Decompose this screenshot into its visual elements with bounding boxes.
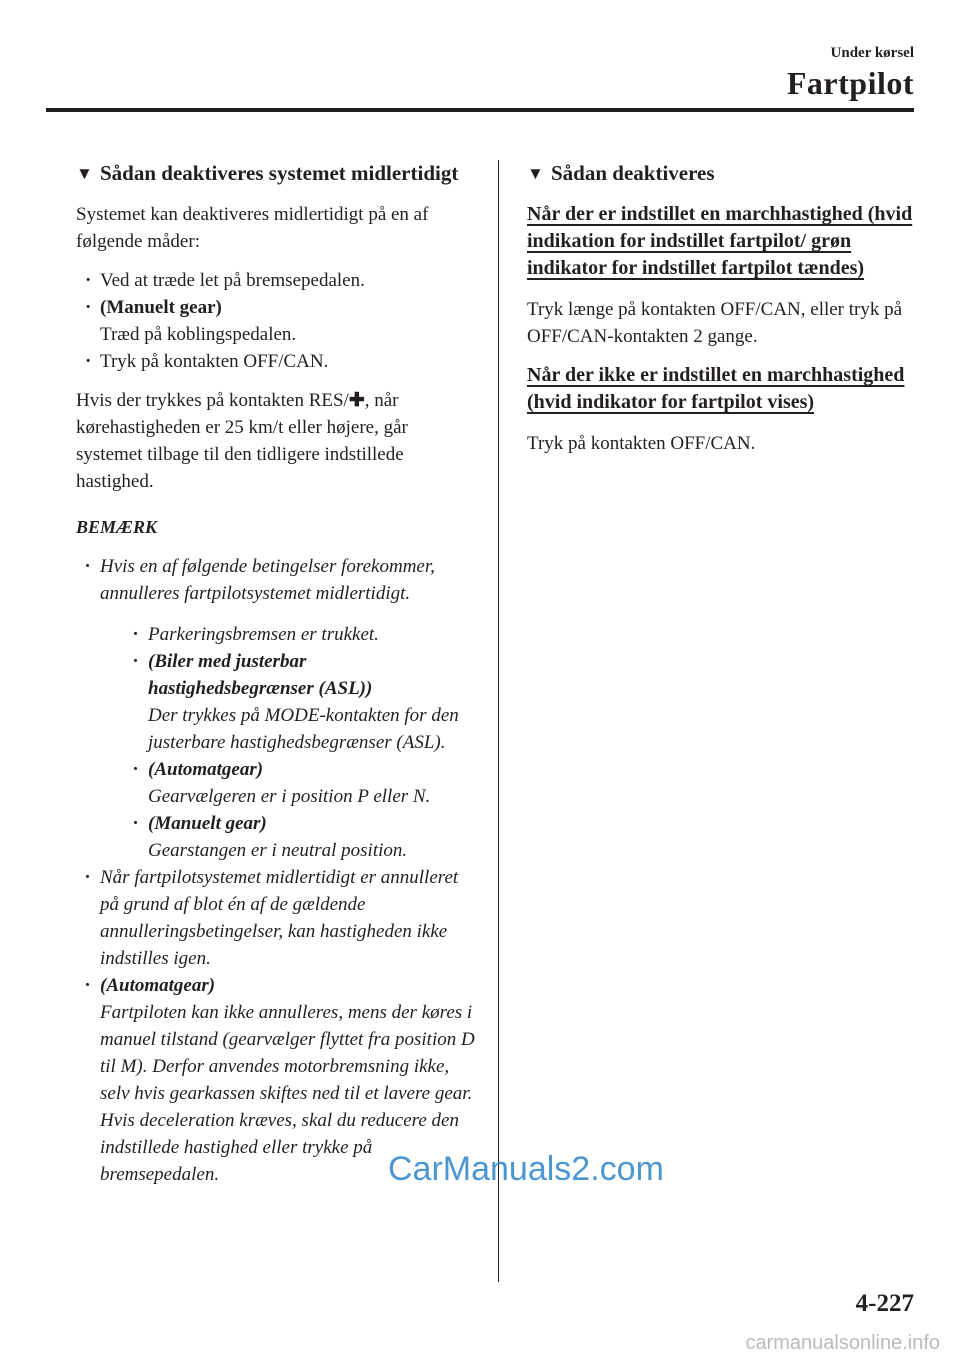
- bullet-dot-icon: ·: [85, 297, 92, 318]
- bullet-dot-icon: ·: [85, 975, 90, 996]
- note-item: · (Automatgear) Fartpiloten kan ikke annulleres, mens der køres i manuel tilstand (gearvælger flyttet fra position D til M). Derfor anvendes motorbremsning ikke, selv hvis gearkassen skiftes ned til et lavere gear. Hvis deceleration kræves, skal du reducere den indstillede hastighed eller trykke på bremsepedalen.: [76, 972, 476, 1188]
- bullet-dot-icon: ·: [85, 270, 92, 291]
- heading-text: Sådan deaktiveres systemet midlertidigt: [100, 161, 459, 185]
- res-paragraph: Hvis der trykkes på kontakten RES/✚, når kørehastigheden er 25 km/t eller højere, går systemet tilbage til den tidligere indstillede hastighed.: [76, 390, 408, 492]
- section-heading-temporary: [76, 160, 476, 187]
- note-sub-list: [100, 621, 476, 864]
- section-label: Under kørsel: [830, 45, 914, 61]
- triangle-down-icon: ▼: [76, 164, 93, 183]
- sub-item: · (Biler med justerbar hastighedsbegrænser (ASL)) Der trykkes på MODE-kontakten for den justerbare hastighedsbegrænser (ASL).: [124, 648, 476, 756]
- bullet-dot-icon: ·: [133, 624, 138, 645]
- intro-paragraph: Systemet kan deaktiveres midlertidigt på en af følgende måder:: [76, 204, 429, 252]
- bullet-dot-icon: ·: [85, 867, 90, 888]
- note-item: · Når fartpilotsystemet midlertidigt er annulleret på grund af blot én af de gældende annulleringsbetingelser, kan hastigheden ikke indstilles igen.: [76, 864, 476, 972]
- bullet-item: · Tryk på kontakten OFF/CAN.: [76, 348, 476, 375]
- page-number: 4-227: [855, 1290, 914, 1317]
- section-heading-deactivate: [527, 160, 919, 187]
- condition-heading: Når der er indstillet en marchhastighed (hvid indikation for indstillet fartpilot/ grøn indikator for indstillet fartpilot tændes): [527, 203, 913, 279]
- bullet-dot-icon: ·: [133, 813, 138, 834]
- watermark: CarManuals2.com: [388, 1150, 664, 1188]
- bullet-dot-icon: ·: [85, 556, 90, 577]
- bullet-item: · (Manuelt gear) Træd på koblingspedalen.: [76, 294, 476, 348]
- bullet-dot-icon: ·: [85, 351, 92, 372]
- chapter-title: Fartpilot: [786, 65, 914, 101]
- page-header: [787, 44, 914, 102]
- sub-item: · (Automatgear) Gearvælgeren er i position P eller N.: [124, 756, 476, 810]
- triangle-down-icon: ▼: [527, 164, 544, 183]
- plus-icon: ✚: [348, 390, 365, 411]
- instruction-paragraph: Tryk på kontakten OFF/CAN.: [527, 433, 756, 454]
- column-divider: [498, 160, 499, 1282]
- sub-item: · (Manuelt gear) Gearstangen er i neutral position.: [124, 810, 476, 864]
- footer-watermark: carmanualsonline.info: [745, 1332, 940, 1354]
- right-column: [527, 160, 919, 469]
- instruction-paragraph: Tryk længe på kontakten OFF/CAN, eller tryk på OFF/CAN-kontakten 2 gange.: [527, 299, 903, 347]
- bullet-item: · Ved at træde let på bremsepedalen.: [76, 267, 476, 294]
- heading-text: Sådan deaktiveres: [551, 161, 715, 185]
- condition-heading: Når der ikke er indstillet en marchhastighed (hvid indikator for fartpilot vises): [527, 364, 905, 413]
- header-rule: [46, 108, 914, 112]
- left-column: [76, 160, 476, 1188]
- note-item: · Hvis en af følgende betingelser forekommer, annulleres fartpilotsystemet midlertidigt. · Parkeringsbremsen er trukket. · (Biler med justerbar hastighedsbegrænser (ASL)) Der trykkes på MODE-kontakten for den justerbare hastighedsbegrænser (ASL). · (Automatgear) Gearvælgeren er i position P eller N. · (Manuelt gear) Gearstangen er i neutral position.: [76, 553, 476, 864]
- sub-item: · Parkeringsbremsen er trukket.: [124, 621, 476, 648]
- bullet-dot-icon: ·: [133, 651, 138, 672]
- note-label: BEMÆRK: [76, 517, 158, 537]
- bullet-dot-icon: ·: [133, 759, 138, 780]
